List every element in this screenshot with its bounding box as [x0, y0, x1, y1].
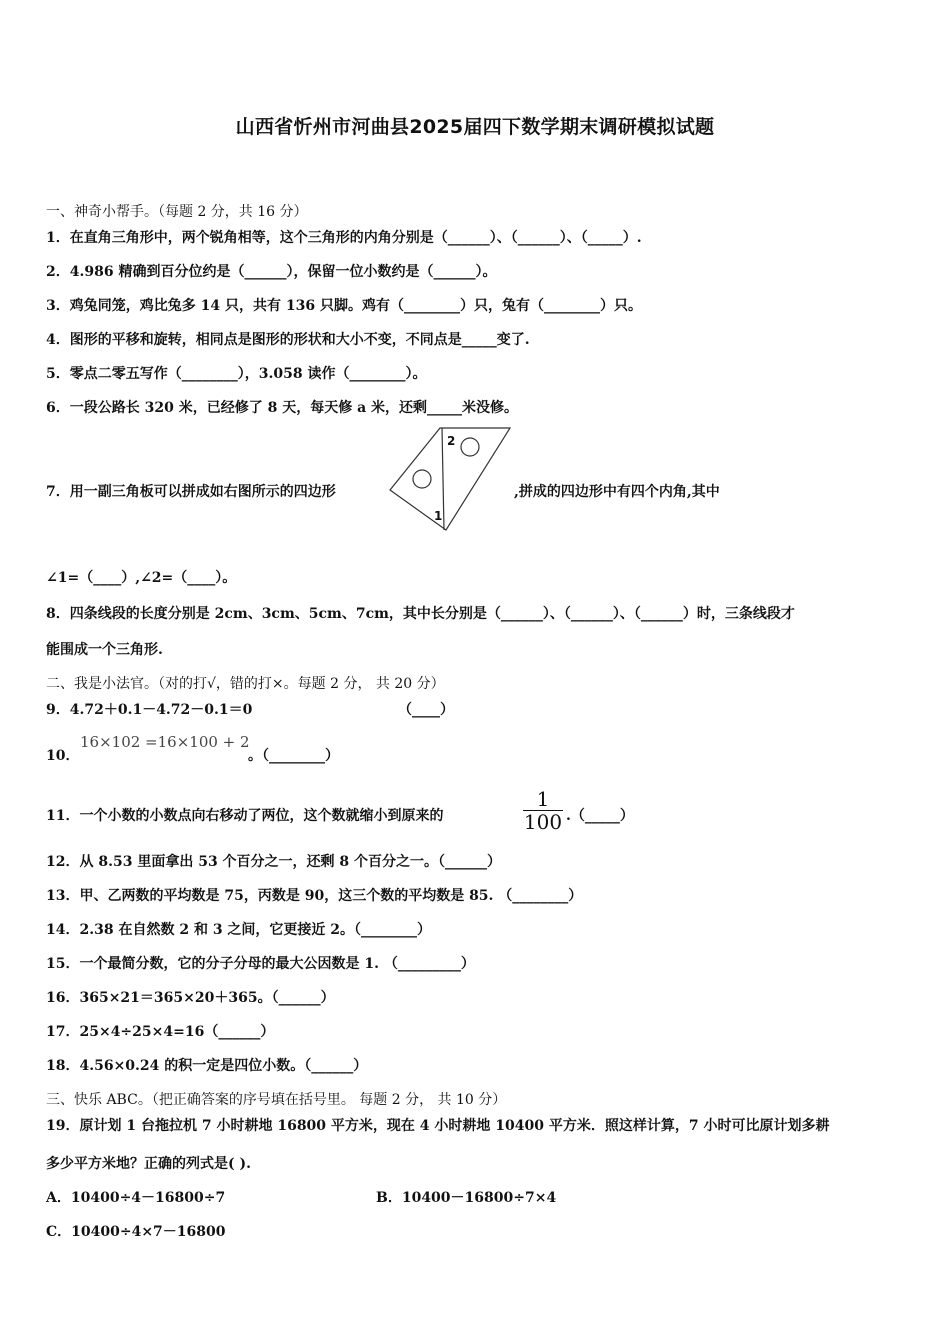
question-15: 15．一个最简分数，它的分子分母的最大公因数是 1. （_________） — [46, 956, 475, 972]
question-9-blank: （____） — [398, 702, 454, 718]
question-16: 16．365×21＝365×20＋365。（______） — [46, 990, 335, 1006]
section1-heading: 一、神奇小帮手。（每题 2 分，共 16 分） — [46, 204, 308, 220]
question-11-blank: .（_____） — [566, 808, 634, 824]
question-10-blank: 。（________） — [248, 748, 339, 764]
question-7-text-before: 7．用一副三角板可以拼成如右图所示的四边形 — [46, 484, 336, 500]
angle-1-label: 1 — [434, 509, 443, 523]
option-c: C．10400÷4×7－16800 — [46, 1224, 226, 1240]
triangle-quadrilateral-figure — [386, 424, 514, 534]
fraction-denominator: 100 — [523, 810, 563, 834]
question-19-line2: 多少平方米地？正确的列式是( ). — [46, 1156, 251, 1172]
question-18: 18．4.56×0.24 的积一定是四位小数。（______） — [46, 1058, 368, 1074]
question-7-text-after: ,拼成的四边形中有四个内角,其中 — [514, 484, 720, 500]
question-13: 13．甲、乙两数的平均数是 75，丙数是 90，这三个数的平均数是 85. （________） — [46, 888, 583, 904]
question-10-formula: 16×102 =16×100 + 2 — [80, 733, 250, 751]
question-19-line1: 19．原计划 1 台拖拉机 7 小时耕地 16800 平方米，现在 4 小时耕地 10400 平方米．照这样计算，7 小时可比原计划多耕 — [46, 1118, 830, 1134]
left-triangle-hole — [413, 470, 431, 488]
page-title: 山西省忻州市河曲县2025届四下数学期末调研模拟试题 — [235, 116, 715, 138]
question-8-line1: 8．四条线段的长度分别是 2cm、3cm、5cm、7cm，其中长分别是（______）、（______）、（______）时，三条线段才 — [46, 606, 795, 622]
question-8-line2: 能围成一个三角形. — [46, 642, 163, 658]
question-3: 3．鸡兔同笼，鸡比兔多 14 只，共有 136 只脚。鸡有（________）只，兔有（________）只。 — [46, 298, 642, 314]
question-2: 2．4.986 精确到百分位约是（______），保留一位小数约是（______）。 — [46, 264, 497, 280]
question-14: 14．2.38 在自然数 2 和 3 之间，它更接近 2。（________） — [46, 922, 432, 938]
question-7-answer: ∠1=（____）,∠2=（____）。 — [46, 570, 237, 586]
question-6: 6．一段公路长 320 米，已经修了 8 天，每天修 a 米，还剩_____米没修。 — [46, 400, 519, 416]
question-1: 1．在直角三角形中，两个锐角相等，这个三角形的内角分别是（______）、（______）、（_____）. — [46, 230, 642, 246]
question-10-number: 10． — [46, 748, 80, 764]
question-9: 9．4.72＋0.1－4.72－0.1＝0 — [46, 702, 253, 718]
right-triangle-hole — [461, 438, 479, 456]
section2-heading: 二、我是小法官。（对的打√，错的打×。每题 2 分， 共 20 分） — [46, 676, 445, 692]
question-12: 12．从 8.53 里面拿出 53 个百分之一，还剩 8 个百分之一。（______） — [46, 854, 502, 870]
question-11-fraction — [521, 788, 565, 833]
question-11-text: 11．一个小数的小数点向右移动了两位，这个数就缩小到原来的 — [46, 808, 444, 824]
fraction-numerator: 1 — [536, 787, 550, 811]
question-4: 4．图形的平移和旋转，相同点是图形的形状和大小不变，不同点是_____变了. — [46, 332, 530, 348]
option-b: B．10400－16800÷7×4 — [376, 1190, 557, 1206]
question-5: 5．零点二零五写作（________），3.058 读作（________）。 — [46, 366, 427, 382]
angle-2-label: 2 — [447, 434, 456, 448]
section3-heading: 三、快乐 ABC。（把正确答案的序号填在括号里。 每题 2 分， 共 10 分） — [46, 1092, 507, 1108]
option-a: A．10400÷4－16800÷7 — [46, 1190, 226, 1206]
question-17: 17．25×4÷25×4=16（______） — [46, 1024, 275, 1040]
